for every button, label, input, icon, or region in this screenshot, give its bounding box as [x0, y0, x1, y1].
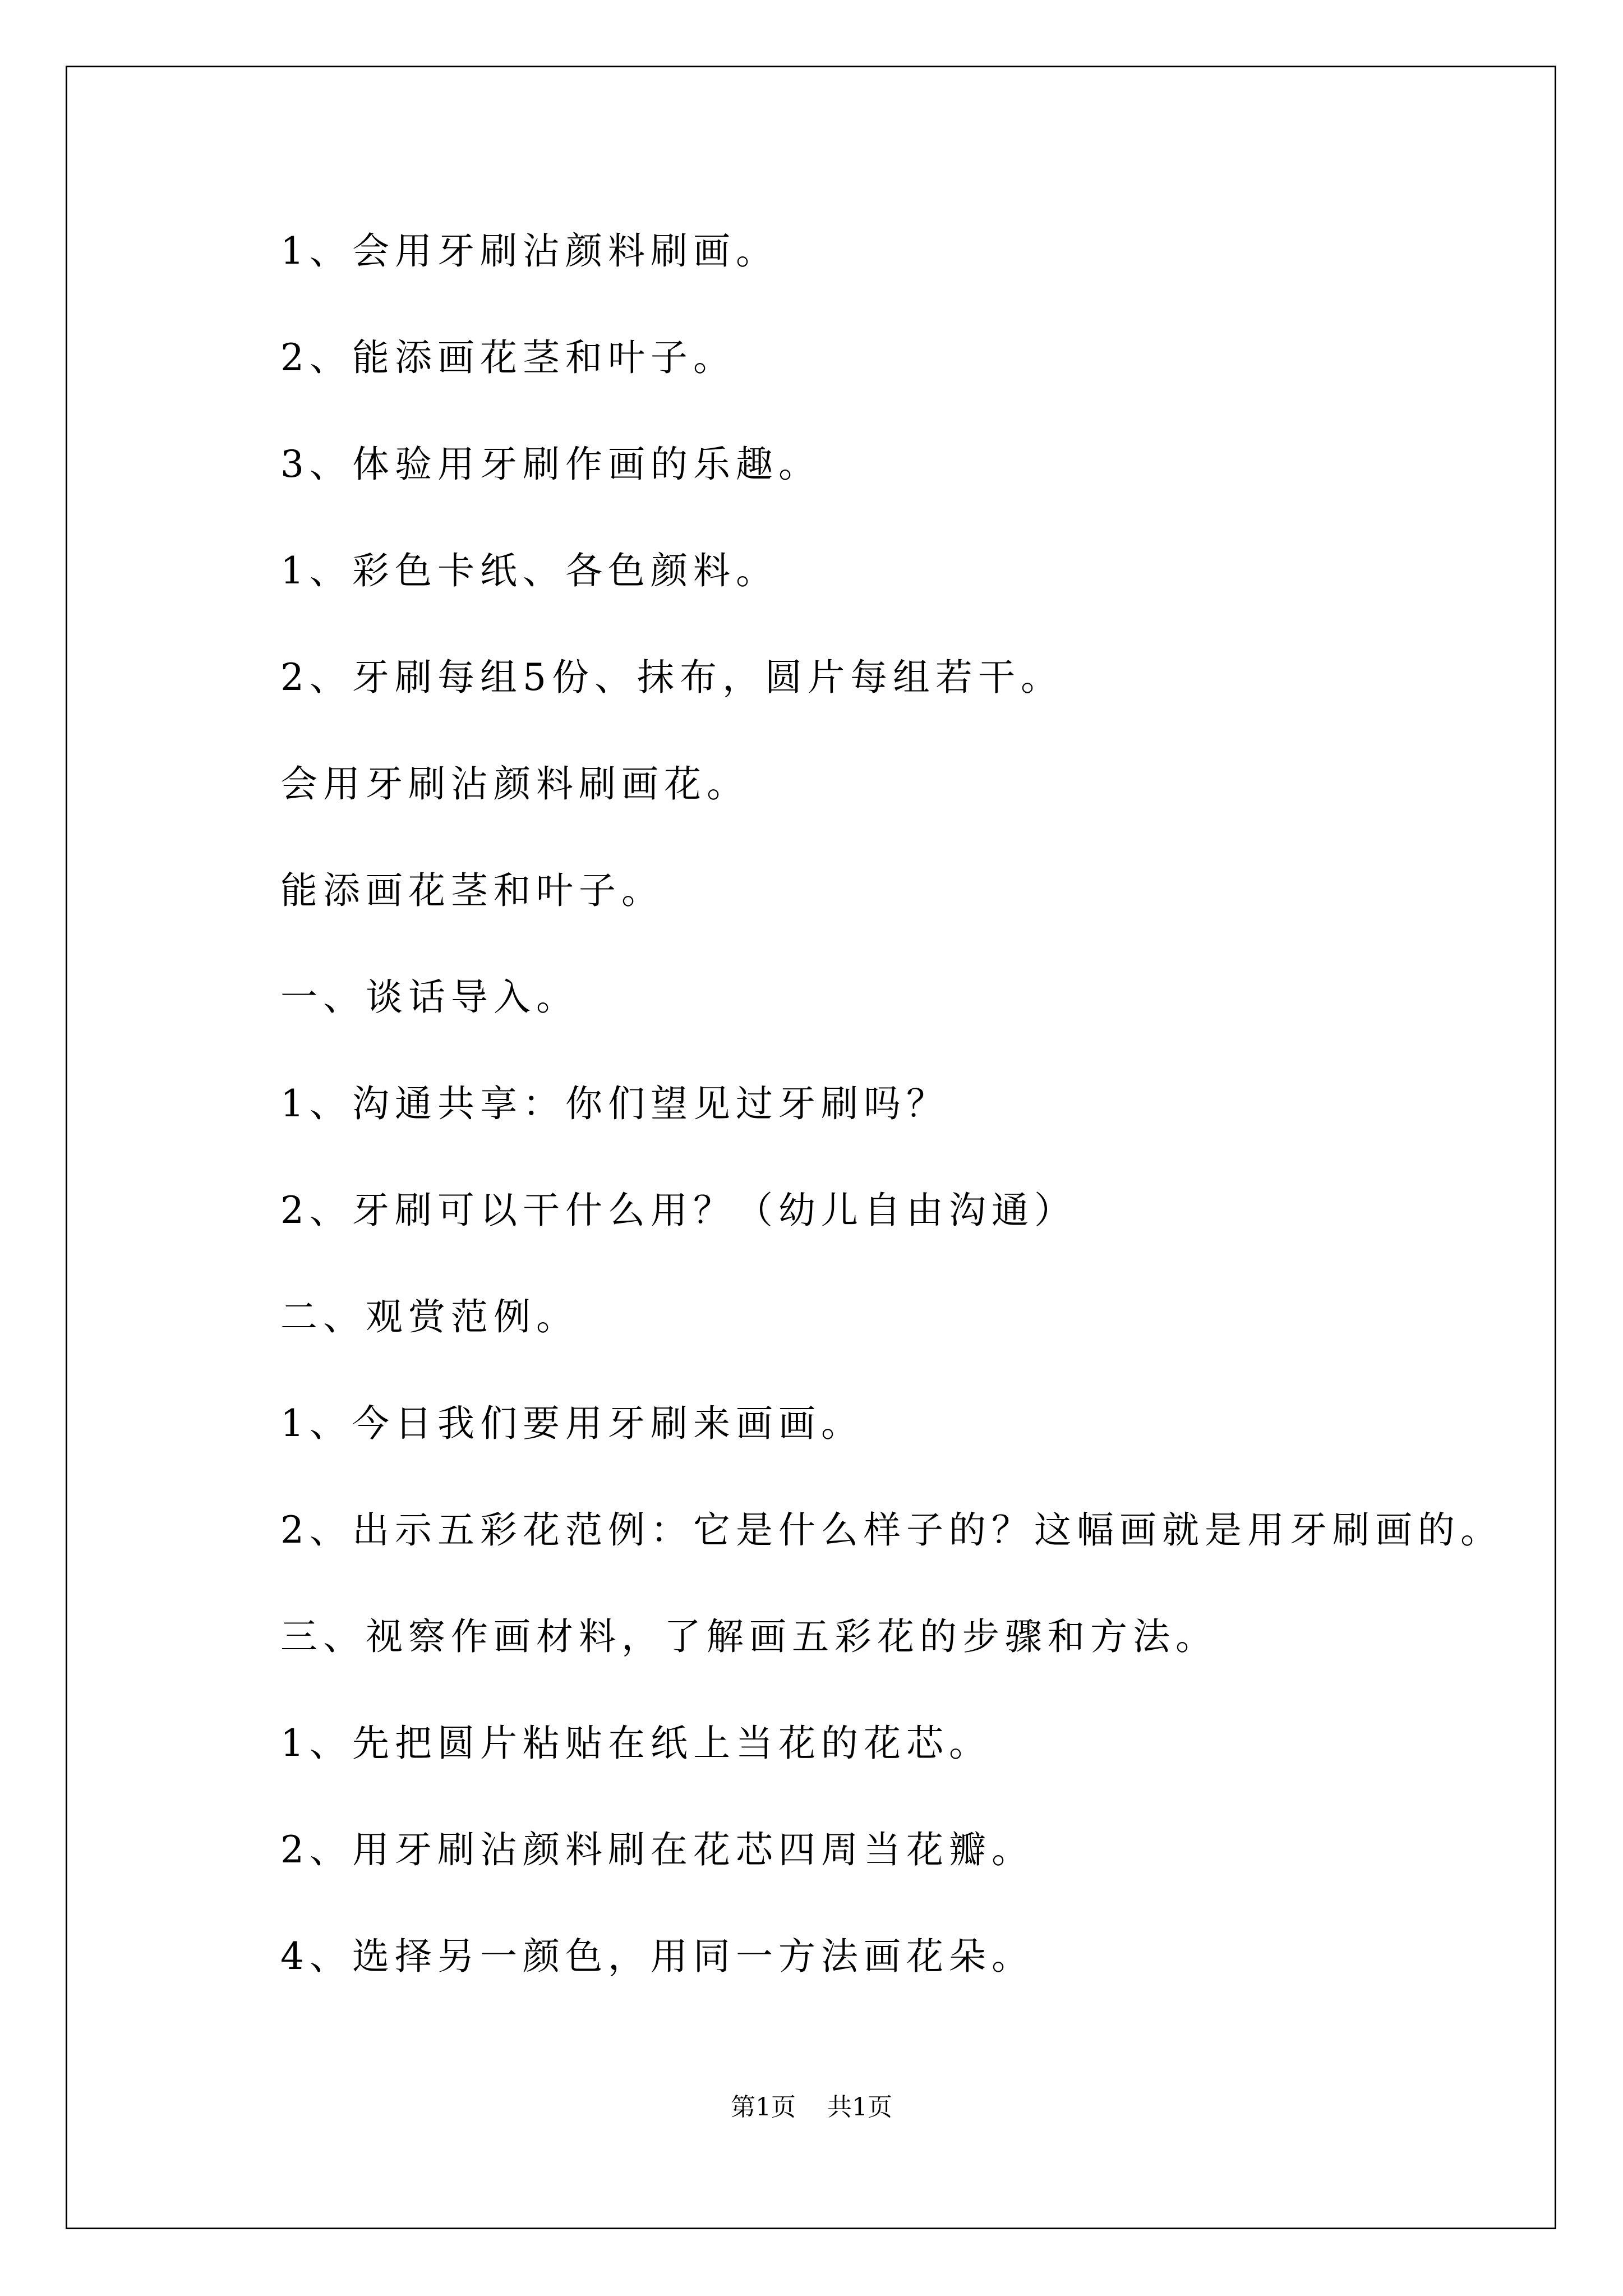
text-line: 会用牙刷沾颜料刷画花。	[280, 762, 749, 806]
page-border	[66, 66, 1556, 2229]
text-line: 2、牙刷可以干什么用？（幼儿自由沟通）	[280, 1189, 1077, 1232]
page-total: 共1页	[827, 2093, 892, 2122]
text-line: 2、用牙刷沾颜料刷在花芯四周当花瓣。	[280, 1828, 1034, 1871]
text-line: 2、出示五彩花范例：它是什么样子的？这幅画就是用牙刷画的。	[280, 1508, 1503, 1552]
page-footer	[0, 2095, 1623, 2120]
text-line: 1、先把圆片粘贴在纸上当花的花芯。	[280, 1722, 992, 1765]
text-line: 1、会用牙刷沾颜料刷画。	[280, 229, 778, 273]
section-heading: 一、谈话导入。	[280, 976, 579, 1019]
text-line: 2、牙刷每组5份、抹布，圆片每组若干。	[280, 656, 1063, 699]
text-line: 4、选择另一颜色，用同一方法画花朵。	[280, 1935, 1034, 1978]
section-heading: 二、观赏范例。	[280, 1295, 579, 1338]
text-line: 1、今日我们要用牙刷来画画。	[280, 1402, 864, 1445]
section-heading: 三、视察作画材料，了解画五彩花的步骤和方法。	[280, 1615, 1218, 1658]
page-number: 第1页	[731, 2093, 796, 2122]
text-line: 1、彩色卡纸、各色颜料。	[280, 549, 778, 592]
text-line: 2、能添画花茎和叶子。	[280, 336, 736, 379]
text-line: 能添画花茎和叶子。	[280, 869, 664, 912]
text-line: 1、沟通共享：你们望见过牙刷吗？	[280, 1082, 949, 1125]
text-line: 3、体验用牙刷作画的乐趣。	[280, 443, 821, 486]
